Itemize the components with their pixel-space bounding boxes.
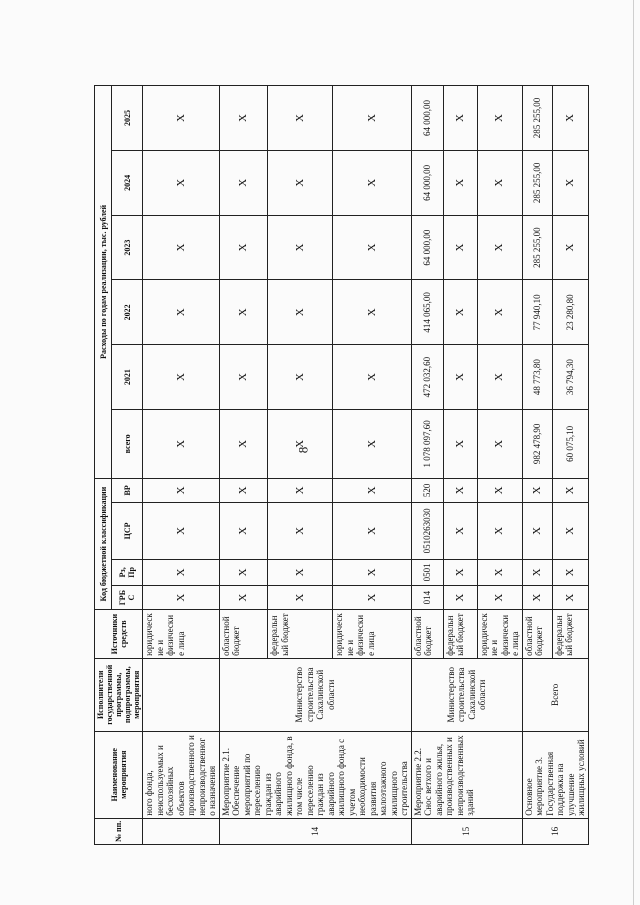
x-mark: Х [333, 345, 411, 410]
value-2023: 285 255,00 [522, 215, 552, 280]
x-mark: Х [552, 503, 588, 560]
x-mark: Х [333, 478, 411, 502]
total-value: 1 078 097,60 [411, 409, 443, 478]
x-mark: Х [219, 150, 268, 215]
value-2022: 23 280,80 [552, 280, 588, 345]
x-mark: Х [443, 409, 477, 478]
x-mark: Х [143, 215, 220, 280]
csr-code: 0510263030 [411, 503, 443, 560]
source-cell: областной бюджет [219, 610, 268, 659]
x-mark: Х [443, 150, 477, 215]
header-name: Наименование мероприятия [95, 731, 143, 818]
x-mark: Х [143, 409, 220, 478]
x-mark: Х [143, 345, 220, 410]
page-number: 8 [295, 446, 311, 454]
activity-name: Мероприятие 2.1. Обеспечение мероприятий по переселению граждан из аварийного жилищного фонда, в том числе переселению граждан из аварийного жилищного фонда с учетом необходимости развития малоэтажного жилищного строительства [219, 731, 411, 818]
value-2024: 64 000,00 [411, 150, 443, 215]
x-mark: Х [443, 503, 477, 560]
x-mark: Х [143, 86, 220, 151]
x-mark: Х [477, 150, 522, 215]
value-2024: 285 255,00 [522, 150, 552, 215]
header-total: всего [112, 409, 143, 478]
x-mark: Х [268, 215, 333, 280]
activity-name: Основное мероприятие 3. Государственная поддержка на улучшение жилищных условий [522, 731, 588, 818]
row-number: 14 [219, 818, 411, 844]
x-mark: Х [443, 478, 477, 502]
x-mark: Х [333, 280, 411, 345]
x-mark: Х [522, 478, 552, 502]
value-2023: 64 000,00 [411, 215, 443, 280]
header-2022: 2022 [112, 280, 143, 345]
x-mark: Х [477, 503, 522, 560]
x-mark: Х [219, 345, 268, 410]
header-2025: 2025 [112, 86, 143, 151]
x-mark: Х [143, 280, 220, 345]
x-mark: Х [552, 150, 588, 215]
budget-table [94, 85, 589, 845]
x-mark: Х [477, 586, 522, 610]
value-2021: 472 032,60 [411, 345, 443, 410]
x-mark: Х [143, 586, 220, 610]
x-mark: Х [143, 150, 220, 215]
x-mark: Х [219, 559, 268, 585]
x-mark: Х [477, 86, 522, 151]
header-2024: 2024 [112, 150, 143, 215]
x-mark: Х [552, 559, 588, 585]
source-cell: юридические и физические лица [477, 610, 522, 659]
rotated-table-container [94, 85, 586, 845]
x-mark: Х [268, 503, 333, 560]
header-2021: 2021 [112, 345, 143, 410]
header-rzpr: Рз, Пр [112, 559, 143, 585]
x-mark: Х [443, 586, 477, 610]
executor-cell: Министерство строительства Сахалинской области [219, 658, 411, 731]
total-value: 982 478,90 [522, 409, 552, 478]
grbs-code: 014 [411, 586, 443, 610]
header-no: № пп. [95, 818, 143, 844]
scan-edge [633, 0, 634, 905]
executor-cell: Всего [522, 658, 588, 731]
activity-name: Мероприятие 2.2. Снос ветхого и аварийного жилья, производственных и непроизводственных зданий [411, 731, 522, 818]
x-mark: Х [219, 586, 268, 610]
x-mark: Х [219, 503, 268, 560]
x-mark: Х [219, 86, 268, 151]
source-cell: областной бюджет [411, 610, 443, 659]
x-mark: Х [333, 215, 411, 280]
executor-cell: Министерство строительства Сахалинской области [411, 658, 522, 731]
x-mark: Х [477, 478, 522, 502]
header-row-1 [95, 86, 112, 845]
x-mark: Х [219, 215, 268, 280]
x-mark: Х [333, 86, 411, 151]
table-row [522, 86, 552, 845]
header-csr: ЦСР [112, 503, 143, 560]
source-cell: федеральный бюджет [268, 610, 333, 659]
vr-code: 520 [411, 478, 443, 502]
x-mark: Х [333, 503, 411, 560]
x-mark: Х [477, 559, 522, 585]
source-cell: федеральный бюджет [552, 610, 588, 659]
row-number: 15 [411, 818, 522, 844]
value-2025: 64 000,00 [411, 86, 443, 151]
x-mark: Х [552, 215, 588, 280]
x-mark: Х [143, 503, 220, 560]
x-mark: Х [268, 345, 333, 410]
x-mark: Х [333, 586, 411, 610]
x-mark: Х [522, 559, 552, 585]
x-mark: Х [552, 86, 588, 151]
x-mark: Х [268, 409, 333, 478]
x-mark: Х [443, 559, 477, 585]
x-mark: Х [552, 586, 588, 610]
header-spending: Расходы по годам реализации, тыс. рублей [95, 86, 112, 479]
value-2022: 414 065,00 [411, 280, 443, 345]
source-cell: федеральный бюджет [443, 610, 477, 659]
x-mark: Х [268, 86, 333, 151]
total-value: 60 075,10 [552, 409, 588, 478]
x-mark: Х [477, 280, 522, 345]
header-vr: ВР [112, 478, 143, 502]
x-mark: Х [268, 559, 333, 585]
x-mark: Х [522, 503, 552, 560]
x-mark: Х [268, 586, 333, 610]
x-mark: Х [219, 280, 268, 345]
table-row [411, 86, 443, 845]
table-row [219, 86, 268, 845]
source-cell: юридические и физические лица [143, 610, 220, 659]
header-budget-classification: Код бюджетной классификации [95, 478, 112, 610]
x-mark: Х [477, 409, 522, 478]
x-mark: Х [522, 586, 552, 610]
row-number: 16 [522, 818, 588, 844]
x-mark: Х [443, 345, 477, 410]
x-mark: Х [219, 409, 268, 478]
x-mark: Х [268, 150, 333, 215]
header-executor: Исполнители государственной программы, подпрограммы, мероприятия [95, 658, 143, 731]
x-mark: Х [443, 215, 477, 280]
value-2021: 36 794,30 [552, 345, 588, 410]
header-2023: 2023 [112, 215, 143, 280]
header-source: Источники средств [95, 610, 143, 659]
x-mark: Х [219, 478, 268, 502]
x-mark: Х [477, 345, 522, 410]
x-mark: Х [333, 559, 411, 585]
x-mark: Х [143, 559, 220, 585]
source-cell: юридические и физические лица [333, 610, 411, 659]
x-mark: Х [443, 86, 477, 151]
x-mark: Х [143, 478, 220, 502]
continued-name-cell: ного фонда, неиспользуемых и бесхозяйных объектов производственного и непроизводственного назначения [143, 731, 220, 818]
x-mark: Х [333, 409, 411, 478]
x-mark: Х [443, 280, 477, 345]
header-grbs: ГРБС [112, 586, 143, 610]
source-cell: областной бюджет [522, 610, 552, 659]
table-row [143, 86, 220, 845]
value-2021: 48 773,80 [522, 345, 552, 410]
rzpr-code: 0501 [411, 559, 443, 585]
x-mark: Х [268, 478, 333, 502]
value-2022: 77 940,10 [522, 280, 552, 345]
x-mark: Х [333, 150, 411, 215]
x-mark: Х [552, 478, 588, 502]
x-mark: Х [268, 280, 333, 345]
x-mark: Х [477, 215, 522, 280]
value-2025: 285 255,00 [522, 86, 552, 151]
